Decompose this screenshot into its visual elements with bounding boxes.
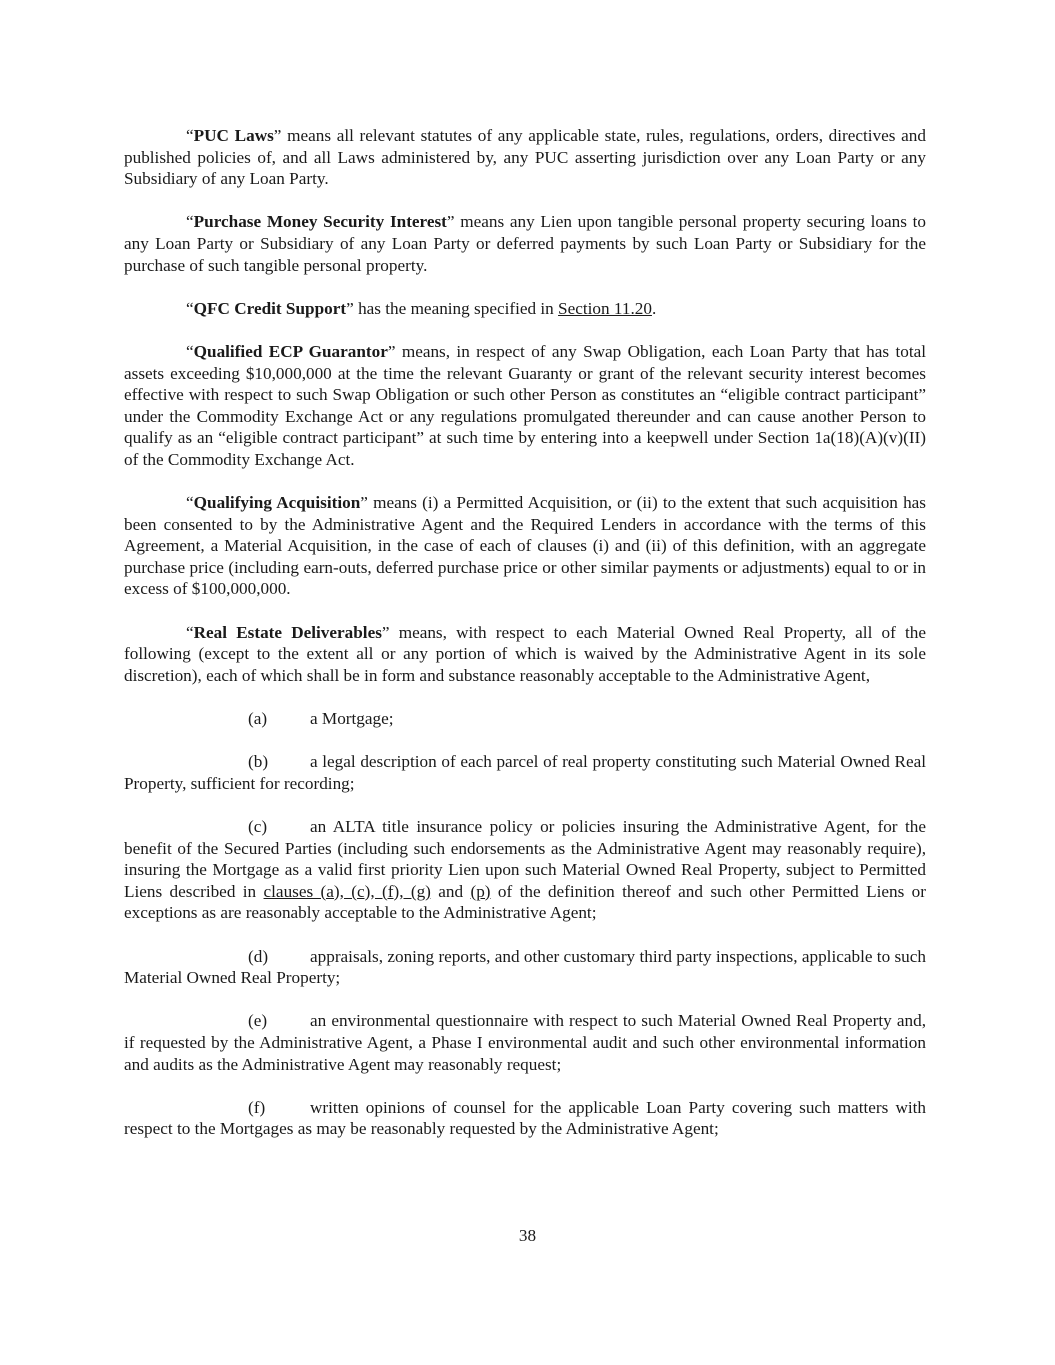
clause-d <box>124 946 926 989</box>
defined-term: QFC Credit Support <box>193 298 347 318</box>
clause-text: an environmental questionnaire with respect to such Material Owned Real Property and, if requested by the Administrative Agent, a Phase I environmental audit and such other environmental information and audits as the Administrative Agent may reasonably request; <box>124 1011 926 1074</box>
open-quote: “ <box>186 622 194 642</box>
close-quote: ” <box>273 126 282 145</box>
definition-qualifying-acquisition <box>124 492 926 600</box>
clauses-reference-link[interactable]: clauses (a), (c), (f), (g) <box>263 881 431 901</box>
clause-label: (a) <box>248 709 268 729</box>
defined-term: Purchase Money Security Interest <box>193 212 447 232</box>
clause-label: (f) <box>248 1097 266 1117</box>
definition-text: means, in respect of any Swap Obligation, each Loan Party that has total assets exceeding $10,000,000 at the time the relevant Guaranty or grant of the relevant security interest becomes effective with respect to such Swap Obligation or such other Person as constitutes an “eligible contract participant” under the Commodity Exchange Act or any regulations promulgated thereunder and can cause another Person to qualify as an “eligible contract participant” at such time by entering into a keepwell under Section 1a(18)(A)(v)(II) of the Commodity Exchange Act. <box>124 341 926 469</box>
definition-puc-laws <box>124 125 926 190</box>
clause-label: (d) <box>248 946 269 966</box>
clause-text: written opinions of counsel for the applicable Loan Party covering such matters with respect to the Mortgages as may be reasonably requested by the Administrative Agent; <box>124 1097 926 1139</box>
clause-text: a legal description of each parcel of real property constituting such Material Owned Real Property, sufficient for recording; <box>124 752 926 793</box>
clause-p-reference-link[interactable]: (p) <box>470 881 491 901</box>
clause-text: appraisals, zoning reports, and other customary third party inspections, applicable to such Material Owned Real Property; <box>124 946 926 988</box>
definition-text: means any Lien upon tangible personal property securing loans to any Loan Party or Subsidiary of any Loan Party or deferred payments by such Loan Party or Subsidiary for the purchase of such tangible personal property. <box>124 212 926 275</box>
definition-text: means all relevant statutes of any applicable state, rules, regulations, orders, directives and published policies of, and all Laws administered by, any PUC asserting jurisdiction over any Loan Party or any Subsidiary of any Loan Party. <box>124 126 926 189</box>
clause-text-middle: and <box>430 881 471 901</box>
defined-term: Real Estate Deliverables <box>193 622 382 642</box>
clause-e <box>124 1010 926 1075</box>
clause-label: (c) <box>248 817 268 836</box>
open-quote: “ <box>186 298 194 318</box>
document-body <box>124 125 926 1162</box>
clause-text: a Mortgage; <box>310 709 394 729</box>
open-quote: “ <box>186 341 194 361</box>
clause-text-end: of the definition thereof and such other Permitted Liens or exceptions as are reasonably acceptable to the Administrative Agent; <box>124 881 926 923</box>
open-quote: “ <box>186 126 194 145</box>
clause-text: an ALTA title insurance policy or policies insuring the Administrative Agent, for the benefit of the Secured Parties (including such endorsements as the Administrative Agent may reasonably require), insuring the Mortgage as a valid first priority Lien upon such Material Owned Real Property, subject to Permitted Liens described in <box>124 817 926 901</box>
definition-text: has the meaning specified in <box>353 298 559 318</box>
close-quote: ” <box>360 493 368 513</box>
clause-a <box>124 708 926 730</box>
definition-qfc-credit-support <box>124 298 926 320</box>
close-quote: ” <box>381 622 390 642</box>
definition-qualified-ecp-guarantor <box>124 341 926 471</box>
definition-text: means, with respect to each Material Owned Real Property, all of the following (except to the extent all or any portion of which is waived by the Administrative Agent in its sole discretion), each of which shall be in form and substance reasonably acceptable to the Administrative Agent, <box>124 622 926 685</box>
defined-term: PUC Laws <box>193 126 274 145</box>
clause-f <box>124 1097 926 1140</box>
section-reference-link[interactable]: Section 11.20 <box>558 298 652 318</box>
definition-purchase-money-security-interest <box>124 211 926 276</box>
close-quote: ” <box>346 298 354 318</box>
clause-b <box>124 751 926 794</box>
open-quote: “ <box>186 493 194 513</box>
defined-term: Qualifying Acquisition <box>193 493 361 513</box>
defined-term: Qualified ECP Guarantor <box>193 341 388 361</box>
page-number: 38 <box>518 1226 537 1245</box>
close-quote: ” <box>387 341 396 361</box>
clause-c <box>124 816 926 924</box>
open-quote: “ <box>186 212 194 232</box>
clause-label: (e) <box>248 1011 268 1031</box>
close-quote: ” <box>446 212 455 232</box>
definition-real-estate-deliverables <box>124 622 926 687</box>
clause-label: (b) <box>248 752 269 772</box>
definition-text-end: . <box>651 298 657 318</box>
definition-text: means (i) a Permitted Acquisition, or (ii) to the extent that such acquisition has been consented to by the Administrative Agent and the Required Lenders in accordance with the terms of this Agreement, a Material Acquisition, in the case of each of clauses (i) and (ii) of this definition, with an aggregate purchase price (including earn-outs, deferred purchase price or other similar payments or adjustments) equal to or in excess of $100,000,000. <box>124 493 926 599</box>
